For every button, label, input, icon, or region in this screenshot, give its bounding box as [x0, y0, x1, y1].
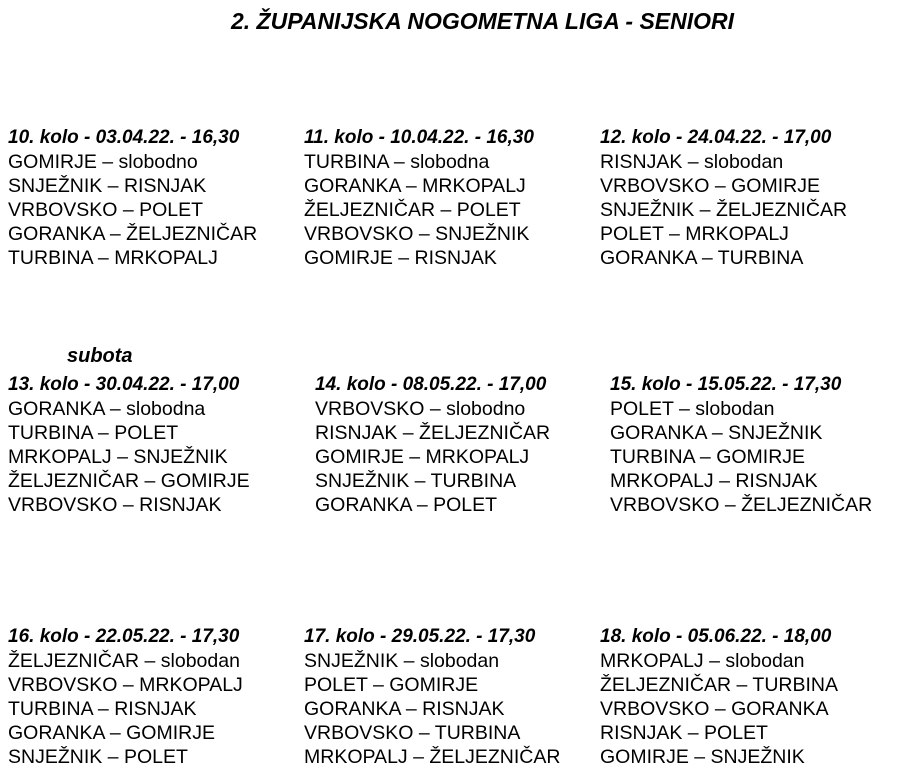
fixture-line: VRBOVSKO – ŽELJEZNIČAR: [610, 494, 873, 516]
page-title: 2. ŽUPANIJSKA NOGOMETNA LIGA - SENIORI: [230, 8, 735, 34]
round-header: 12. kolo - 24.04.22. - 17,00: [600, 127, 832, 148]
fixture-line: RISNJAK – slobodan: [600, 151, 784, 173]
fixture-line: TURBINA – GOMIRJE: [610, 446, 806, 468]
round-header: 17. kolo - 29.05.22. - 17,30: [304, 626, 536, 647]
fixture-line: SNJEŽNIK – slobodan: [304, 650, 500, 672]
round-16-block: [8, 625, 243, 769]
fixture-line: GORANKA – SNJEŽNIK: [610, 422, 823, 444]
fixture-line: VRBOVSKO – TURBINA: [304, 722, 521, 744]
fixture-line: MRKOPALJ – RISNJAK: [610, 470, 818, 492]
fixture-line: GORANKA – POLET: [315, 494, 498, 516]
fixture-line: RISNJAK – ŽELJEZNIČAR: [315, 422, 551, 444]
round-header: 11. kolo - 10.04.22. - 16,30: [304, 127, 534, 148]
round-14-block: [315, 373, 550, 517]
fixture-line: POLET – slobodan: [610, 398, 775, 420]
fixture-line: GORANKA – slobodna: [8, 398, 206, 420]
round-11-block: [304, 126, 534, 270]
round-10-block: [8, 126, 257, 270]
fixture-line: VRBOVSKO – SNJEŽNIK: [304, 223, 530, 245]
fixture-line: POLET – GOMIRJE: [304, 674, 479, 696]
round-17-block: [304, 625, 560, 769]
round-header: 16. kolo - 22.05.22. - 17,30: [8, 626, 240, 647]
round-13-note: subota: [67, 345, 133, 367]
fixture-line: VRBOVSKO – MRKOPALJ: [8, 674, 243, 696]
fixture-line: MRKOPALJ – SNJEŽNIK: [8, 446, 228, 468]
fixture-line: GORANKA – MRKOPALJ: [304, 175, 526, 197]
fixture-line: POLET – MRKOPALJ: [600, 223, 789, 245]
fixture-line: TURBINA – RISNJAK: [8, 698, 197, 720]
fixture-line: SNJEŽNIK – TURBINA: [315, 470, 517, 492]
fixture-line: VRBOVSKO – POLET: [8, 199, 204, 221]
fixture-line: GORANKA – GOMIRJE: [8, 722, 215, 744]
round-13-block: [8, 373, 250, 517]
fixture-line: VRBOVSKO – RISNJAK: [8, 494, 222, 516]
fixture-line: MRKOPALJ – slobodan: [600, 650, 805, 672]
round-18-block: [600, 625, 838, 769]
fixture-line: TURBINA – MRKOPALJ: [8, 247, 218, 269]
round-header: 18. kolo - 05.06.22. - 18,00: [600, 626, 832, 647]
round-header: 14. kolo - 08.05.22. - 17,00: [315, 374, 547, 395]
round-header: 15. kolo - 15.05.22. - 17,30: [610, 374, 842, 395]
fixture-line: VRBOVSKO – slobodno: [315, 398, 526, 420]
fixture-line: GOMIRJE – slobodno: [8, 151, 198, 173]
fixture-line: ŽELJEZNIČAR – GOMIRJE: [8, 470, 250, 492]
round-header: 10. kolo - 03.04.22. - 16,30: [8, 127, 240, 148]
fixture-line: SNJEŽNIK – POLET: [8, 746, 188, 768]
fixture-line: GORANKA – ŽELJEZNIČAR: [8, 223, 258, 245]
fixture-line: ŽELJEZNIČAR – POLET: [304, 199, 521, 221]
fixture-line: GORANKA – RISNJAK: [304, 698, 505, 720]
round-12-block: [600, 126, 847, 270]
fixture-line: GOMIRJE – SNJEŽNIK: [600, 746, 805, 768]
fixture-line: GORANKA – TURBINA: [600, 247, 804, 269]
fixture-line: RISNJAK – POLET: [600, 722, 768, 744]
fixture-line: ŽELJEZNIČAR – TURBINA: [600, 674, 839, 696]
fixture-line: MRKOPALJ – ŽELJEZNIČAR: [304, 746, 561, 768]
fixture-line: SNJEŽNIK – ŽELJEZNIČAR: [600, 199, 848, 221]
round-header: 13. kolo - 30.04.22. - 17,00: [8, 374, 240, 395]
fixture-line: VRBOVSKO – GOMIRJE: [600, 175, 820, 197]
fixture-line: VRBOVSKO – GORANKA: [600, 698, 829, 720]
fixture-line: GOMIRJE – RISNJAK: [304, 247, 497, 269]
fixture-line: ŽELJEZNIČAR – slobodan: [8, 650, 240, 672]
round-15-block: [610, 373, 872, 517]
fixture-line: TURBINA – slobodna: [304, 151, 490, 173]
fixture-line: TURBINA – POLET: [8, 422, 179, 444]
fixture-line: SNJEŽNIK – RISNJAK: [8, 175, 207, 197]
fixture-line: GOMIRJE – MRKOPALJ: [315, 446, 530, 468]
